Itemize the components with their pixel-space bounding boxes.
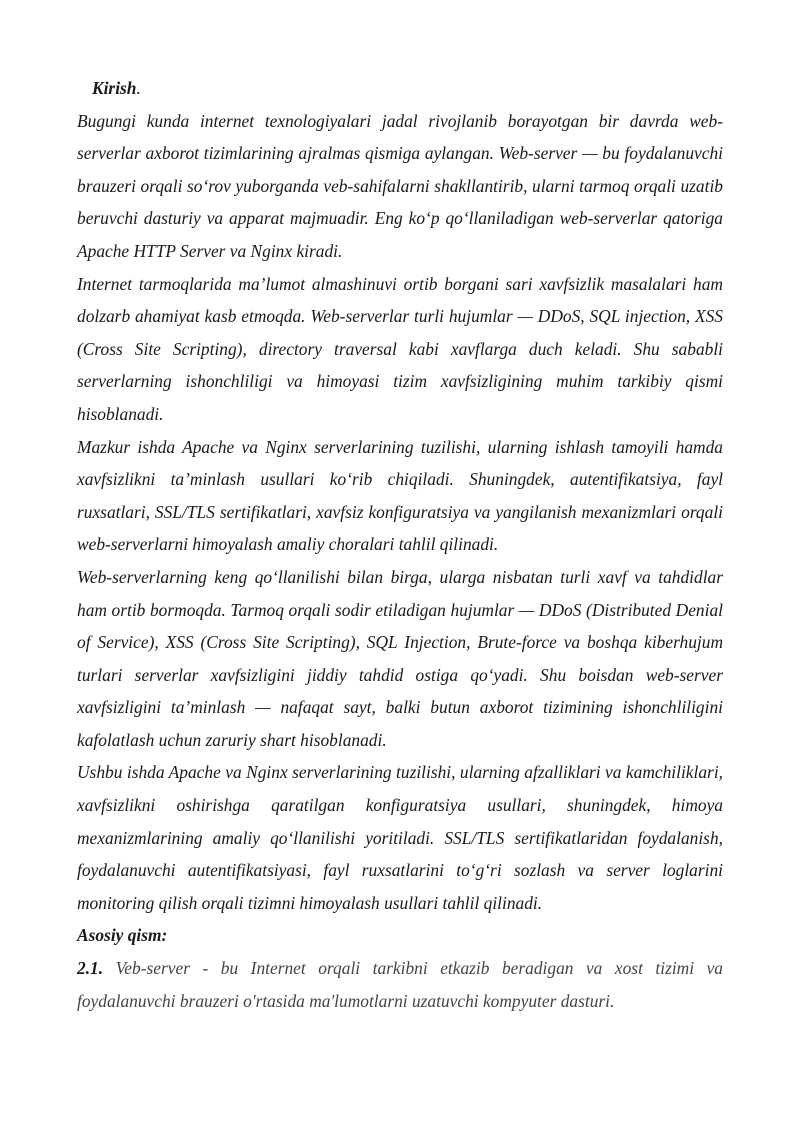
paragraph-2: Internet tarmoqlarida ma’lumot almashinuvi ortib borgani sari xavfsizlik masalalari ham dolzarb ahamiyat kasb etmoqda. Web-serverlar turli hujumlar — DDoS, SQL injection, XSS (Cross Site Scripting), directory traversal kabi xavflarga duch keladi. Shu sababli serverlarning ishonchliligi va himoyasi tizim xavfsizligining muhim tarkibiy qismi hisoblanadi. [77, 273, 723, 424]
section-2-1 [77, 952, 723, 1017]
main-heading: Asosiy qism: [77, 925, 168, 946]
section-number: 2.1. [77, 958, 104, 979]
paragraph-3: Mazkur ishda Apache va Nginx serverlarining tuzilishi, ularning ishlash tamoyili hamda xavfsizlikni ta’minlash usullari ko‘rib chiqiladi. Shuningdek, autentifikatsiya, fayl ruxsatlari, SSL/TLS sertifikatlari, xavfsiz konfiguratsiya va yangilanish mexanizmlari orqali web-serverlarni himoyalash amaliy choralari tahlil qilinadi. [77, 436, 723, 555]
intro-heading-text: Kirish [92, 78, 137, 98]
intro-heading [77, 72, 723, 105]
paragraph-1: Bugungi kunda internet texnologiyalari jadal rivojlanib borayotgan bir davrda web-serverlar axborot tizimlarining ajralmas qismiga aylangan. Web-server — bu foydalanuvchi brauzeri orqali so‘rov yuborganda veb-sahifalarni shakllantirib, ularni tarmoq orqali uzatib beruvchi dasturiy va apparat majmuadir. Eng ko‘p qo‘llaniladigan web-serverlar qatoriga Apache HTTP Server va Nginx kiradi. [77, 110, 723, 261]
section-text: Veb-server - bu Internet orqali tarkibni etkazib beradigan va xost tizimi va foydalanuvchi brauzeri o'rtasida ma'lumotlarni uzatuvchi kompyuter dasturi. [77, 958, 723, 1011]
document-page [77, 72, 723, 1017]
paragraph-4: Web-serverlarning keng qo‘llanilishi bilan birga, ularga nisbatan turli xavf va tahdidlar ham ortib bormoqda. Tarmoq orqali sodir etiladigan hujumlar — DDoS (Distributed Denial of Service), XSS (Cross Site Scripting), SQL Injection, Brute-force va boshqa kiberhujum turlari serverlar xavfsizligini jiddiy tahdid ostiga qo‘yadi. Shu boisdan web-server xavfsizligini ta’minlash — nafaqat sayt, balki butun axborot tizimining ishonchliligini kafolatlash uchun zaruriy shart hisoblanadi. [77, 566, 723, 750]
paragraph-5: Ushbu ishda Apache va Nginx serverlarining tuzilishi, ularning afzalliklari va kamchiliklari, xavfsizlikni oshirishga qaratilgan konfiguratsiya usullari, shuningdek, himoya mexanizmlarining amaliy qo‘llanilishi yoritiladi. SSL/TLS sertifikatlaridan foydalanish, foydalanuvchi autentifikatsiyasi, fayl ruxsatlarini to‘g‘ri sozlash va server loglarini monitoring qilish orqali tizimni himoyalash usullari tahlil qilinadi. [77, 762, 723, 913]
intro-heading-dot: . [136, 78, 141, 98]
